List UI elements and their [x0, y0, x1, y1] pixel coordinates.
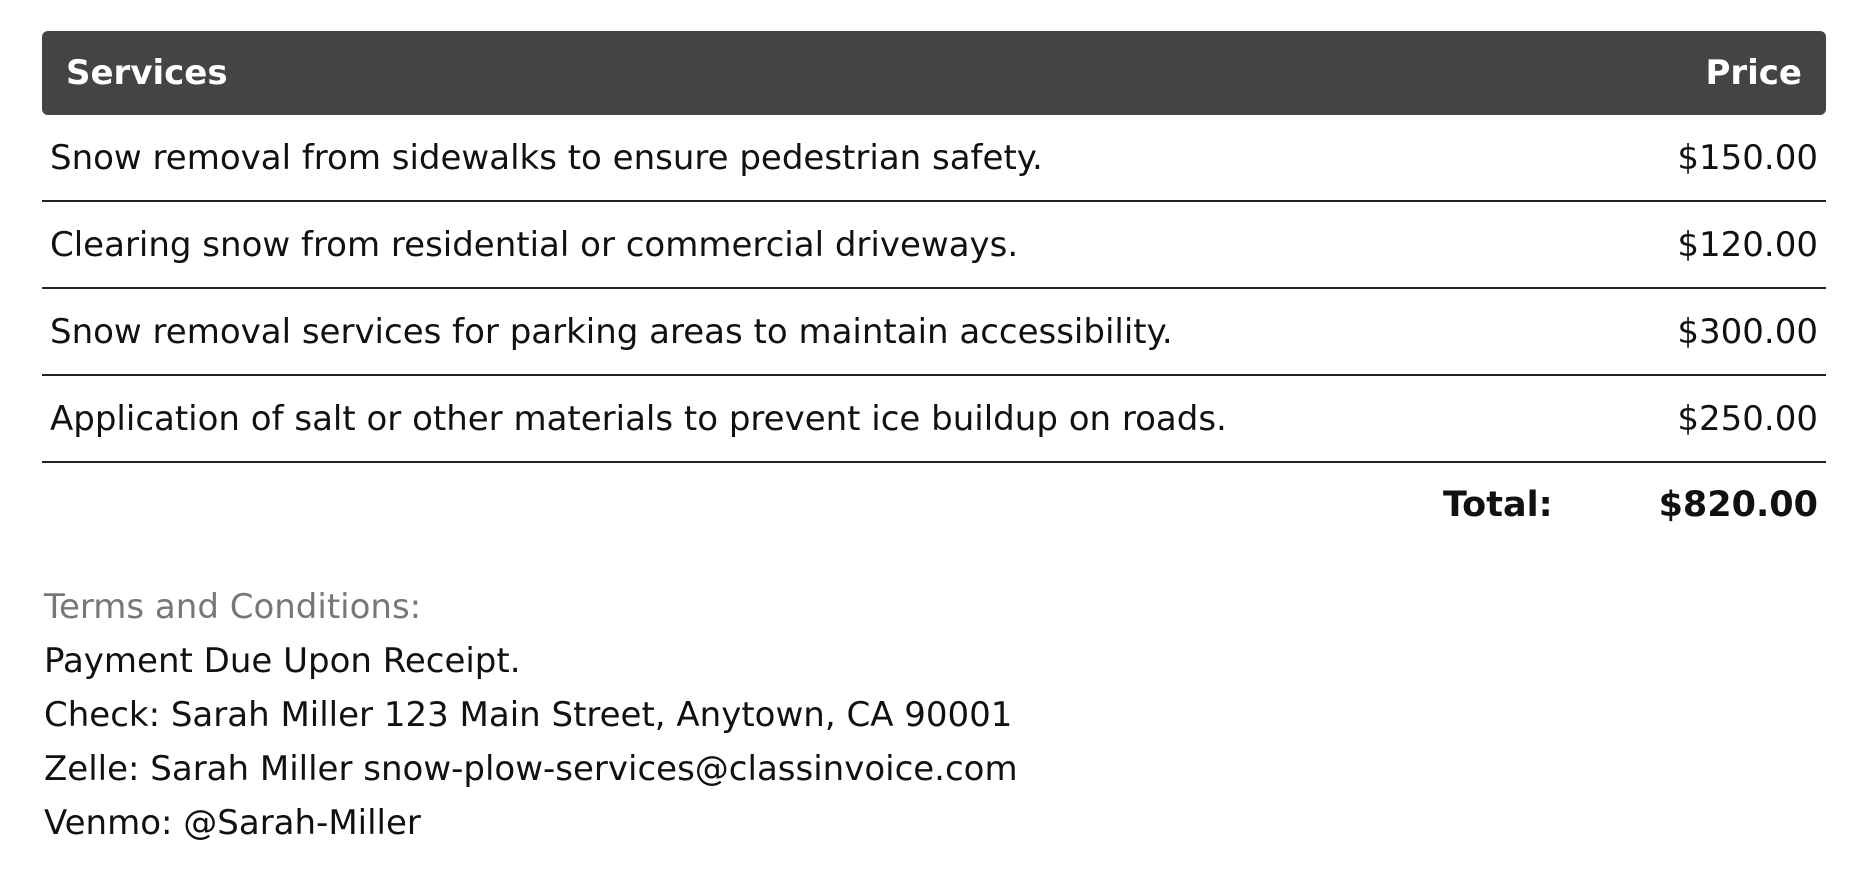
service-description: Snow removal services for parking areas to maintain accessibility.: [50, 311, 1173, 352]
service-price: $300.00: [1677, 311, 1818, 352]
services-table: [42, 31, 1826, 547]
total-label: Total:: [1442, 485, 1553, 525]
service-description: Application of salt or other materials to prevent ice buildup on roads.: [50, 398, 1227, 439]
service-price: $150.00: [1677, 137, 1818, 178]
service-price: $250.00: [1677, 398, 1818, 439]
terms-line: Zelle: Sarah Miller snow-plow-services@classinvoice.com: [44, 749, 1018, 789]
service-price: $120.00: [1677, 224, 1818, 265]
total-value: $820.00: [1658, 485, 1818, 525]
service-description: Snow removal from sidewalks to ensure pedestrian safety.: [50, 137, 1043, 178]
table-row: [42, 289, 1826, 376]
terms-line: Venmo: @Sarah-Miller: [44, 803, 421, 843]
services-column-header: Services: [66, 53, 228, 93]
terms-line: Check: Sarah Miller 123 Main Street, Anytown, CA 90001: [44, 695, 1013, 735]
service-description: Clearing snow from residential or commercial driveways.: [50, 224, 1019, 265]
table-row: [42, 115, 1826, 202]
price-column-header: Price: [1705, 53, 1802, 93]
terms-title: Terms and Conditions:: [44, 587, 422, 627]
terms-line: Payment Due Upon Receipt.: [44, 641, 521, 681]
table-row: [42, 376, 1826, 463]
table-header: [42, 31, 1826, 115]
terms-section: [44, 580, 1018, 850]
total-row: [42, 463, 1826, 547]
table-row: [42, 202, 1826, 289]
